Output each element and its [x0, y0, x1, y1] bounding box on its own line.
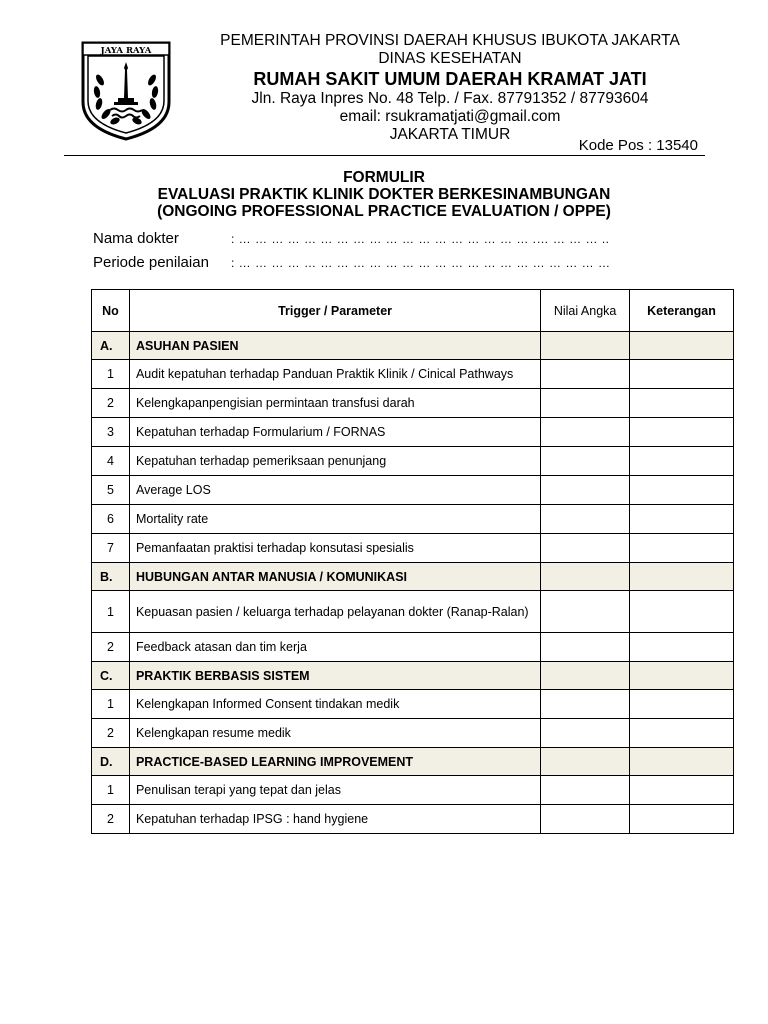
keterangan-input-cell[interactable] [630, 476, 734, 505]
nilai-input-cell[interactable] [541, 633, 630, 662]
periode-penilaian-input[interactable]: : … … … … … … … … … … … … … … … … … … … … … … … [231, 256, 611, 270]
nilai-input-cell[interactable] [541, 360, 630, 389]
nilai-input-cell[interactable] [541, 534, 630, 563]
nilai-input-cell[interactable] [541, 690, 630, 719]
table-row [92, 418, 734, 447]
row-number: 4 [92, 447, 130, 476]
section-code: A. [92, 332, 130, 360]
nilai-cell [541, 563, 630, 591]
nilai-input-cell[interactable] [541, 719, 630, 748]
section-code: C. [92, 662, 130, 690]
nilai-input-cell[interactable] [541, 389, 630, 418]
section-title: PRACTICE-BASED LEARNING IMPROVEMENT [129, 748, 540, 776]
row-number: 2 [92, 633, 130, 662]
table-row [92, 476, 734, 505]
section-title: PRAKTIK BERBASIS SISTEM [129, 662, 540, 690]
row-parameter: Kelengkapan resume medik [129, 719, 540, 748]
table-row [92, 805, 734, 834]
table-row [92, 389, 734, 418]
nilai-input-cell[interactable] [541, 505, 630, 534]
row-number: 2 [92, 719, 130, 748]
row-parameter: Pemanfaatan praktisi terhadap konsutasi spesialis [129, 534, 540, 563]
section-title: ASUHAN PASIEN [129, 332, 540, 360]
header-keterangan: Keterangan [630, 290, 734, 332]
keterangan-input-cell[interactable] [630, 805, 734, 834]
form-title-line3: (ONGOING PROFESSIONAL PRACTICE EVALUATION / OPPE) [157, 203, 611, 220]
form-title-line2: EVALUASI PRAKTIK KLINIK DOKTER BERKESINAMBUNGAN [157, 186, 611, 203]
header-no: No [92, 290, 130, 332]
row-number: 1 [92, 360, 130, 389]
row-parameter: Kepuasan pasien / keluarga terhadap pelayanan dokter (Ranap-Ralan) [129, 591, 540, 633]
row-number: 7 [92, 534, 130, 563]
keterangan-input-cell[interactable] [630, 633, 734, 662]
row-parameter: Kelengkapanpengisian permintaan transfusi darah [129, 389, 540, 418]
table-row [92, 534, 734, 563]
table-row [92, 505, 734, 534]
letterhead-government: PEMERINTAH PROVINSI DAERAH KHUSUS IBUKOTA JAKARTA [220, 32, 680, 49]
keterangan-input-cell[interactable] [630, 534, 734, 563]
keterangan-input-cell[interactable] [630, 389, 734, 418]
row-parameter: Kepatuhan terhadap Formularium / FORNAS [129, 418, 540, 447]
nilai-cell [541, 748, 630, 776]
table-row [92, 447, 734, 476]
nilai-cell [541, 332, 630, 360]
row-number: 6 [92, 505, 130, 534]
header-divider [64, 155, 705, 156]
postal-code: Kode Pos : 13540 [578, 137, 698, 154]
keterangan-cell [630, 563, 734, 591]
jakarta-emblem-logo [80, 40, 172, 142]
row-number: 1 [92, 776, 130, 805]
keterangan-cell [630, 332, 734, 360]
row-number: 2 [92, 389, 130, 418]
row-parameter: Feedback atasan dan tim kerja [129, 633, 540, 662]
section-row-d [92, 748, 734, 776]
nilai-input-cell[interactable] [541, 776, 630, 805]
keterangan-input-cell[interactable] [630, 690, 734, 719]
nama-dokter-input[interactable]: : … … … … … … … … … … … … … … … … … … .… … … … .. [231, 232, 610, 246]
row-parameter: Average LOS [129, 476, 540, 505]
keterangan-input-cell[interactable] [630, 447, 734, 476]
form-title [0, 169, 768, 220]
row-parameter: Mortality rate [129, 505, 540, 534]
letterhead-email: email: rsukramatjati@gmail.com [339, 108, 561, 125]
header-trigger: Trigger / Parameter [129, 290, 540, 332]
row-number: 2 [92, 805, 130, 834]
table-header-row [92, 290, 734, 332]
header-nilai-angka: Nilai Angka [541, 290, 630, 332]
form-title-line1: FORMULIR [343, 169, 425, 186]
letterhead-city: JAKARTA TIMUR [389, 126, 511, 143]
section-row-a [92, 332, 734, 360]
table-row [92, 591, 734, 633]
keterangan-input-cell[interactable] [630, 719, 734, 748]
section-row-b [92, 563, 734, 591]
keterangan-input-cell[interactable] [630, 360, 734, 389]
table-row [92, 776, 734, 805]
letterhead [190, 32, 710, 144]
section-code: B. [92, 563, 130, 591]
section-code: D. [92, 748, 130, 776]
table-row [92, 633, 734, 662]
nilai-cell [541, 662, 630, 690]
row-parameter: Audit kepatuhan terhadap Panduan Praktik Klinik / Cinical Pathways [129, 360, 540, 389]
nilai-input-cell[interactable] [541, 476, 630, 505]
letterhead-address: Jln. Raya Inpres No. 48 Telp. / Fax. 87791352 / 87793604 [251, 90, 649, 107]
nilai-input-cell[interactable] [541, 418, 630, 447]
row-number: 5 [92, 476, 130, 505]
keterangan-cell [630, 748, 734, 776]
form-fields [93, 227, 611, 275]
row-number: 1 [92, 690, 130, 719]
nama-dokter-label: Nama dokter [93, 230, 179, 247]
field-periode-penilaian [93, 251, 611, 275]
row-parameter: Kepatuhan terhadap pemeriksaan penunjang [129, 447, 540, 476]
row-number: 3 [92, 418, 130, 447]
section-row-c [92, 662, 734, 690]
keterangan-cell [630, 662, 734, 690]
evaluation-table [91, 289, 734, 834]
letterhead-hospital-name: RUMAH SAKIT UMUM DAERAH KRAMAT JATI [253, 69, 647, 89]
row-parameter: Kepatuhan terhadap IPSG : hand hygiene [129, 805, 540, 834]
table-row [92, 719, 734, 748]
field-nama-dokter [93, 227, 611, 251]
row-parameter: Penulisan terapi yang tepat dan jelas [129, 776, 540, 805]
row-number: 1 [92, 591, 130, 633]
nilai-input-cell[interactable] [541, 591, 630, 633]
svg-text:JAYA RAYA: JAYA RAYA [100, 46, 152, 56]
keterangan-input-cell[interactable] [630, 776, 734, 805]
table-row [92, 360, 734, 389]
nilai-input-cell[interactable] [541, 447, 630, 476]
table-row [92, 690, 734, 719]
keterangan-input-cell[interactable] [630, 505, 734, 534]
nilai-input-cell[interactable] [541, 805, 630, 834]
keterangan-input-cell[interactable] [630, 418, 734, 447]
section-title: HUBUNGAN ANTAR MANUSIA / KOMUNIKASI [129, 563, 540, 591]
row-parameter: Kelengkapan Informed Consent tindakan medik [129, 690, 540, 719]
letterhead-department: DINAS KESEHATAN [378, 50, 522, 67]
keterangan-input-cell[interactable] [630, 591, 734, 633]
periode-penilaian-label: Periode penilaian [93, 254, 209, 271]
